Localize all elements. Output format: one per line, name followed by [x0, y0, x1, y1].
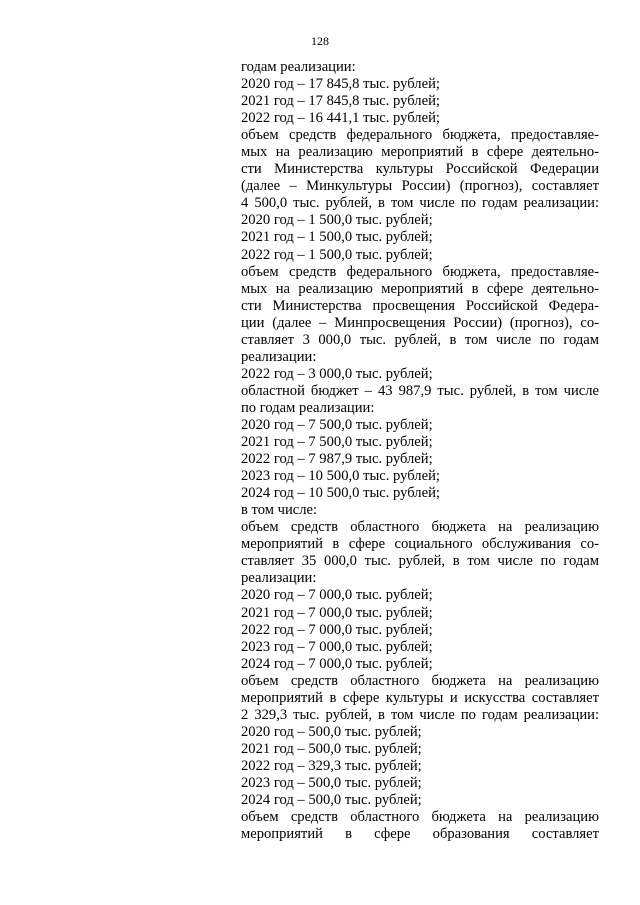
page-number: 128: [311, 34, 329, 48]
text-line: мых на реализацию мероприятий в сфере деятельно-: [241, 280, 599, 297]
text-line: реализации:: [241, 348, 317, 365]
text-line: 2021 год – 17 845,8 тыс. рублей;: [241, 93, 440, 110]
text-line: 2021 год – 7 500,0 тыс. рублей;: [241, 434, 433, 451]
text-line: в том числе:: [241, 502, 318, 519]
text-line: по годам реализации:: [241, 399, 375, 416]
text-line: мых на реализацию мероприятий в сфере деятельно-: [241, 144, 599, 161]
text-line: мероприятий в сфере социального обслуживания со-: [241, 536, 599, 553]
text-line: 2022 год – 3 000,0 тыс. рублей;: [241, 365, 433, 382]
text-line: 2020 год – 500,0 тыс. рублей;: [241, 723, 422, 740]
text-line: сти Министерства культуры Российской Федерации: [241, 161, 599, 178]
text-line: 2020 год – 7 500,0 тыс. рублей;: [241, 416, 433, 433]
text-line: мероприятий в сфере образования составляет: [241, 826, 599, 843]
text-line: 2023 год – 10 500,0 тыс. рублей;: [241, 468, 440, 485]
text-line: 2022 год – 1 500,0 тыс. рублей;: [241, 246, 433, 263]
text-line: 4 500,0 тыс. рублей, в том числе по годам реализации:: [241, 195, 599, 212]
text-line: 2023 год – 7 000,0 тыс. рублей;: [241, 638, 433, 655]
text-line: 2022 год – 7 987,9 тыс. рублей;: [241, 451, 433, 468]
text-line: 2 329,3 тыс. рублей, в том числе по годам реализации:: [241, 706, 599, 723]
text-line: объем средств федерального бюджета, предоставляе-: [241, 263, 599, 280]
text-line: 2020 год – 7 000,0 тыс. рублей;: [241, 587, 433, 604]
text-line: ции (далее – Минпросвещения России) (прогноз), со-: [241, 314, 599, 331]
text-line: 2021 год – 500,0 тыс. рублей;: [241, 740, 422, 757]
text-line: годам реализации:: [241, 59, 356, 75]
text-line: 2022 год – 329,3 тыс. рублей;: [241, 757, 422, 774]
text-line: объем средств федерального бюджета, предоставляе-: [241, 127, 599, 144]
text-line: 2020 год – 17 845,8 тыс. рублей;: [241, 76, 440, 93]
text-line: 2020 год – 1 500,0 тыс. рублей;: [241, 212, 433, 229]
text-line: 2024 год – 7 000,0 тыс. рублей;: [241, 655, 433, 672]
text-line: ставляет 35 000,0 тыс. рублей, в том числе по годам: [241, 553, 599, 570]
text-line: 2022 год – 7 000,0 тыс. рублей;: [241, 621, 433, 638]
text-line: объем средств областного бюджета на реализацию: [241, 519, 599, 536]
text-line: объем средств областного бюджета на реализацию: [241, 809, 599, 826]
text-line: 2021 год – 7 000,0 тыс. рублей;: [241, 604, 433, 621]
text-line: мероприятий в сфере культуры и искусства составляет: [241, 689, 599, 706]
text-line: (далее – Минкультуры России) (прогноз), составляет: [241, 178, 599, 195]
text-line: 2024 год – 10 500,0 тыс. рублей;: [241, 485, 440, 502]
text-line: объем средств областного бюджета на реализацию: [241, 672, 599, 689]
text-line: областной бюджет – 43 987,9 тыс. рублей, в том числе: [241, 382, 599, 399]
document-body-text: [241, 59, 599, 843]
text-line: 2024 год – 500,0 тыс. рублей;: [241, 792, 422, 809]
text-line: ставляет 3 000,0 тыс. рублей, в том числе по годам: [241, 331, 599, 348]
text-line: сти Министерства просвещения Российской Федера-: [241, 297, 599, 314]
text-line: 2022 год – 16 441,1 тыс. рублей;: [241, 110, 440, 127]
text-line: 2023 год – 500,0 тыс. рублей;: [241, 774, 422, 791]
text-line: реализации:: [241, 570, 317, 587]
text-line: 2021 год – 1 500,0 тыс. рублей;: [241, 229, 433, 246]
